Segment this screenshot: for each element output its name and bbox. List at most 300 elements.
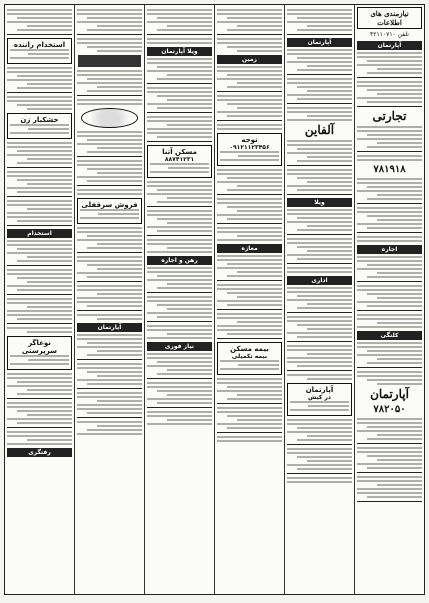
text-line [377, 383, 423, 385]
text-line [287, 173, 352, 175]
ad-text-block [147, 353, 212, 425]
ad-divider [217, 34, 282, 35]
text-line [77, 301, 142, 303]
text-line [287, 152, 352, 154]
text-line [7, 269, 72, 271]
text-line [217, 38, 282, 40]
text-line [307, 25, 353, 27]
ad-divider [287, 444, 352, 445]
text-line [307, 156, 353, 158]
text-line [367, 72, 422, 74]
text-line [367, 305, 422, 307]
text-line [167, 25, 213, 27]
text-line [98, 213, 139, 215]
text-line [147, 296, 212, 298]
text-line [237, 271, 283, 273]
text-line [147, 185, 212, 187]
text-line [167, 333, 213, 335]
text-line [287, 287, 352, 289]
boxed-ad [7, 113, 72, 139]
boxed-ad-text: در کیش [307, 394, 332, 402]
section-heading: اداری [287, 276, 352, 285]
ad-divider [287, 473, 352, 474]
text-line [157, 275, 212, 277]
section-heading: اجاره [357, 245, 422, 254]
text-line [7, 402, 72, 404]
text-line [157, 201, 212, 203]
text-line [7, 212, 72, 214]
ad-divider [147, 321, 212, 322]
ad-divider [7, 167, 72, 168]
text-line [28, 53, 69, 55]
text-line [287, 267, 352, 269]
text-line [217, 198, 282, 200]
text-line [80, 217, 139, 219]
text-line [287, 61, 352, 63]
ad-divider [7, 196, 72, 197]
text-line [287, 316, 352, 318]
text-line [367, 496, 422, 498]
ad-divider [77, 281, 142, 282]
text-line [147, 312, 212, 314]
text-line [7, 79, 72, 81]
text-line [367, 455, 422, 457]
text-line [97, 375, 143, 377]
text-line [367, 276, 422, 278]
text-line [357, 463, 422, 465]
boxed-ad [147, 145, 212, 178]
text-line [367, 350, 422, 352]
text-line [147, 214, 212, 216]
ad-divider [357, 77, 422, 78]
text-line [297, 217, 352, 219]
text-line [367, 379, 422, 381]
ad-divider [357, 281, 422, 282]
ad-divider [287, 194, 352, 195]
text-line [7, 302, 72, 304]
text-line [87, 17, 142, 19]
text-line [357, 318, 422, 320]
text-line [287, 254, 352, 256]
text-line [7, 240, 72, 242]
text-line [357, 430, 422, 432]
text-line [217, 267, 282, 269]
text-line [27, 158, 73, 160]
ad-divider [217, 194, 282, 195]
text-line [147, 411, 212, 413]
text-line [77, 38, 142, 40]
text-line [357, 97, 422, 99]
text-line [217, 78, 282, 80]
text-line [7, 187, 72, 189]
text-line [147, 365, 212, 367]
text-line [307, 328, 353, 330]
text-line [77, 176, 142, 178]
text-line [237, 394, 283, 396]
ad-divider [7, 225, 72, 226]
text-line [7, 142, 72, 144]
text-line [157, 29, 212, 31]
ad-divider [217, 432, 282, 433]
text-line [7, 67, 72, 69]
text-line [87, 151, 142, 153]
text-line [17, 179, 72, 181]
text-line [87, 90, 142, 92]
ad-text-block [7, 240, 72, 333]
ad-divider [77, 95, 142, 96]
ad-divider [147, 206, 212, 207]
text-line [287, 357, 352, 359]
text-line [147, 329, 212, 331]
text-line [227, 333, 282, 335]
ad-text-block [357, 178, 422, 242]
text-line [77, 74, 142, 76]
ad-column-6 [5, 5, 74, 594]
text-line [7, 385, 72, 387]
text-line [367, 467, 422, 469]
ad-divider [77, 417, 142, 418]
text-line [287, 419, 352, 421]
text-line [297, 456, 352, 458]
text-line [97, 425, 143, 427]
text-line [217, 423, 282, 425]
text-line [217, 329, 282, 331]
boxed-ad-title: آپارتمان [305, 386, 334, 395]
text-line [157, 287, 212, 289]
ad-text-block [147, 9, 212, 44]
section-heading: مغازه [217, 244, 282, 253]
text-line [377, 459, 423, 461]
text-line [357, 178, 422, 180]
text-line [227, 304, 282, 306]
text-line [227, 263, 282, 265]
text-line [77, 392, 142, 394]
text-line [27, 331, 73, 333]
text-line [227, 398, 282, 400]
text-line [87, 29, 142, 31]
text-line [227, 292, 282, 294]
text-line [357, 85, 422, 87]
section-heading: ویلا [287, 198, 352, 207]
section-heading: رفتگری [7, 448, 72, 457]
ad-divider [77, 185, 142, 186]
text-line [147, 120, 212, 122]
text-line [7, 216, 72, 218]
text-line [357, 64, 422, 66]
ad-divider [287, 341, 352, 342]
ad-divider [147, 407, 212, 408]
text-line [147, 398, 212, 400]
text-line [17, 87, 72, 89]
text-line [217, 99, 282, 101]
text-line [167, 283, 213, 285]
boxed-ad-title: نوعاگر سرپرستی [21, 339, 58, 355]
text-line [367, 101, 422, 103]
text-line [307, 181, 353, 183]
ad-text-block [7, 373, 72, 445]
text-line [217, 288, 282, 290]
text-line [77, 338, 142, 340]
text-line [217, 382, 282, 384]
text-line [307, 225, 353, 227]
feature-title: آلفاین [304, 123, 335, 137]
ad-divider [287, 234, 352, 235]
text-line [227, 74, 282, 76]
text-line [77, 82, 142, 84]
text-line [237, 107, 283, 109]
text-line [17, 29, 72, 31]
text-line [157, 304, 212, 306]
text-line [17, 17, 72, 19]
text-line [217, 411, 282, 413]
text-line [77, 70, 142, 72]
text-line [17, 260, 72, 262]
text-line [77, 231, 142, 233]
ad-divider [77, 156, 142, 157]
text-line [357, 268, 422, 270]
text-line [287, 82, 352, 84]
text-line [10, 124, 69, 126]
text-line [287, 477, 352, 479]
text-line [7, 71, 72, 73]
text-line [217, 300, 282, 302]
text-line [77, 346, 142, 348]
text-line [77, 189, 142, 191]
text-line [287, 107, 352, 109]
ad-text-block [287, 419, 352, 483]
text-line [357, 256, 422, 258]
text-line [168, 167, 209, 169]
text-line [287, 238, 352, 240]
ad-divider [357, 232, 422, 233]
text-line [147, 103, 212, 105]
text-line [377, 322, 423, 324]
text-line [357, 346, 422, 348]
section-heading: نیاز فوری [147, 342, 212, 351]
ad-text-block [147, 58, 212, 142]
ad-column-1 [354, 5, 424, 594]
text-line [87, 412, 142, 414]
text-line [77, 408, 142, 410]
feature-number: ۷۸۱۹۱۸ [373, 164, 406, 176]
text-line [87, 264, 142, 266]
text-line [87, 78, 142, 80]
text-line [7, 431, 72, 433]
ad-divider [217, 120, 282, 121]
text-line [27, 256, 73, 258]
feature-title: تجارتی [372, 109, 407, 123]
text-line [217, 66, 282, 68]
ad-divider [217, 223, 282, 224]
text-line [287, 448, 352, 450]
text-line [87, 305, 142, 307]
ad-text-block [77, 9, 142, 52]
ad-divider [287, 263, 352, 264]
ad-divider [357, 472, 422, 473]
text-line [217, 95, 282, 97]
text-line [227, 115, 282, 117]
boxed-ad-text: بیمه تکمیلی [231, 353, 268, 360]
ad-text-block [217, 66, 282, 130]
text-line [238, 155, 279, 157]
text-line [147, 210, 212, 212]
ad-text-block [357, 256, 422, 328]
text-line [147, 243, 212, 245]
text-line [147, 267, 212, 269]
text-line [357, 236, 422, 238]
text-line [77, 160, 142, 162]
text-line [237, 210, 283, 212]
text-line [7, 154, 72, 156]
text-line [367, 362, 422, 364]
ad-text-block [217, 378, 282, 442]
text-line [217, 173, 282, 175]
text-line [157, 95, 212, 97]
text-line [27, 389, 73, 391]
ad-divider [147, 235, 212, 236]
text-line [217, 239, 282, 241]
text-line [297, 439, 352, 441]
text-line [357, 480, 422, 482]
text-line [287, 221, 352, 223]
text-line [290, 409, 349, 411]
text-line [217, 378, 282, 380]
text-line [77, 272, 142, 274]
text-line [7, 244, 72, 246]
ad-divider [357, 106, 422, 107]
text-line [287, 271, 352, 273]
text-line [227, 386, 282, 388]
text-line [157, 230, 212, 232]
ad-text-block [287, 9, 352, 35]
ad-divider [357, 501, 422, 502]
text-line [167, 222, 213, 224]
text-line [77, 404, 142, 406]
text-line [77, 289, 142, 291]
text-line [147, 423, 212, 425]
text-line [77, 256, 142, 258]
text-line [307, 65, 353, 67]
text-line [77, 396, 142, 398]
text-line [357, 130, 422, 132]
ad-text-block [287, 49, 352, 121]
text-line [17, 393, 72, 395]
section-heading: استخدام [7, 229, 72, 238]
text-line [7, 377, 72, 379]
text-line [97, 318, 143, 320]
text-line [377, 219, 423, 221]
text-line [297, 295, 352, 297]
text-line [297, 258, 352, 260]
ad-text-block [147, 181, 212, 253]
text-line [287, 9, 352, 11]
ad-text-block [217, 255, 282, 339]
text-line [7, 171, 72, 173]
text-line [27, 414, 73, 416]
text-line [87, 46, 142, 48]
text-line [357, 418, 422, 420]
text-line [77, 297, 142, 299]
text-line [297, 189, 352, 191]
text-line [357, 342, 422, 344]
text-line [297, 324, 352, 326]
text-line [147, 271, 212, 273]
text-line [17, 220, 72, 222]
text-line [297, 86, 352, 88]
ad-column-4 [144, 5, 214, 594]
text-line [217, 111, 282, 113]
text-line [377, 297, 423, 299]
ad-text-block [357, 126, 422, 161]
text-line [77, 260, 142, 262]
text-line [17, 104, 72, 106]
text-line [220, 368, 279, 370]
text-line [287, 299, 352, 301]
ad-text-block [7, 9, 72, 35]
text-line [227, 17, 282, 19]
text-line [147, 353, 212, 355]
text-line [297, 468, 352, 470]
text-line [80, 209, 139, 211]
text-line [287, 144, 352, 146]
text-line [10, 363, 69, 365]
text-line [147, 70, 212, 72]
text-line [237, 185, 283, 187]
ad-divider [287, 312, 352, 313]
ad-text-block [7, 67, 72, 110]
boxed-ad-title: استخدام راننده [13, 41, 66, 49]
ad-divider [287, 370, 352, 371]
text-line [287, 332, 352, 334]
text-line [77, 103, 142, 105]
text-line [377, 272, 423, 274]
text-line [357, 159, 422, 161]
text-line [287, 21, 352, 23]
text-line [297, 17, 352, 19]
ad-text-block [147, 267, 212, 339]
text-line [357, 285, 422, 287]
ad-divider [357, 367, 422, 368]
text-line [217, 436, 282, 438]
text-line [237, 419, 283, 421]
text-line [27, 439, 73, 441]
text-line [227, 427, 282, 429]
text-line [227, 103, 282, 105]
text-line [167, 369, 213, 371]
text-line [157, 66, 212, 68]
text-line [167, 197, 213, 199]
boxed-ad-title: بیمه مسکن [230, 345, 269, 353]
section-heading: آپارتمان [287, 38, 352, 47]
text-line [237, 25, 283, 27]
text-line [227, 275, 282, 277]
text-line [357, 447, 422, 449]
text-line [237, 235, 283, 237]
text-line [227, 218, 282, 220]
ad-divider [287, 165, 352, 166]
text-line [167, 124, 213, 126]
ad-divider [217, 403, 282, 404]
text-line [357, 182, 422, 184]
text-line [147, 415, 212, 417]
ad-divider [217, 91, 282, 92]
text-line [307, 435, 353, 437]
text-line [357, 138, 422, 140]
text-line [147, 337, 212, 339]
text-line [220, 360, 279, 362]
ad-divider [147, 34, 212, 35]
text-line [357, 375, 422, 377]
